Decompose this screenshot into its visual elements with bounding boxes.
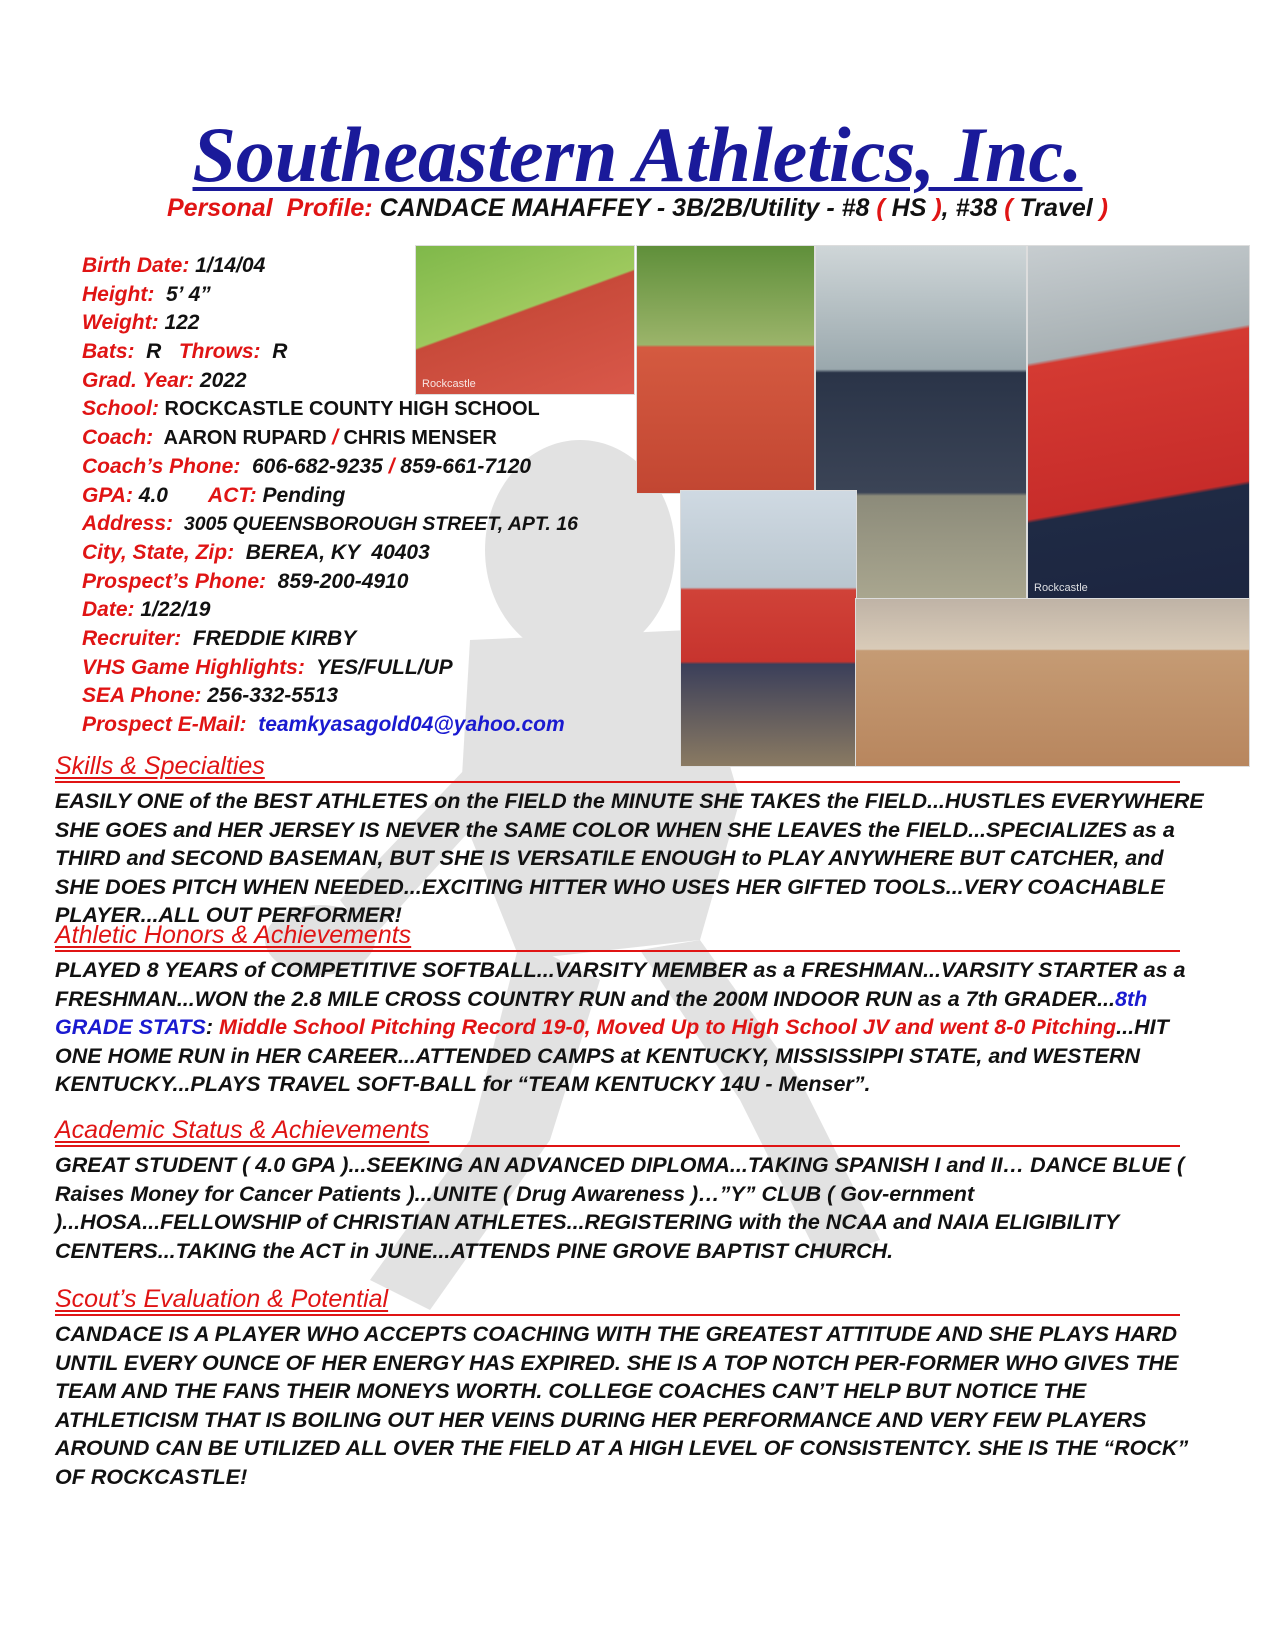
fact-value: 1/14/04	[189, 254, 266, 277]
fact-address	[82, 510, 722, 539]
fact-gpa-act	[82, 482, 722, 511]
fact-label: Birth Date:	[82, 254, 190, 277]
fact-label: Coach’s Phone:	[82, 454, 241, 478]
fact-recruiter	[82, 625, 722, 654]
fact-coach	[82, 424, 722, 453]
fact-value: 3005 QUEENSBOROUGH STREET, APT. 16	[173, 513, 578, 536]
section-divider	[55, 950, 1180, 952]
fact-value: 2022	[194, 368, 247, 392]
fact-value: 859-200-4910	[266, 569, 409, 593]
athletic-text: PLAYED 8 YEARS of COMPETITIVE SOFTBALL...VARSITY MEMBER as a FRESHMAN...VARSITY STARTER as a FRESHMAN...WON the 2.8 MILE CROSS COUNTRY RUN and the 200M INDOOR RUN as a 7th GRADER...	[55, 958, 1186, 1011]
fact-label: Throws:	[178, 340, 261, 364]
fact-coach-phone	[82, 453, 722, 482]
hs-label: HS	[884, 194, 934, 222]
section-body-academic: GREAT STUDENT ( 4.0 GPA )...SEEKING AN ADVANCED DIPLOMA...TAKING SPANISH I and II… DANCE BLUE ( Raises Money for Cancer Patients )...UNITE ( Drug Awareness )…”Y” CLUB ( Gov-ernment )...HOSA...FELLOWSHIP of CHRISTIAN ATHLETES...REGISTERING with the NCAA and NAIA ELIGIBILITY CENTERS...TAKING the ACT in JUNE...ATTENDS PINE GROVE BAPTIST CHURCH.	[55, 1153, 1185, 1263]
fact-weight	[82, 309, 722, 338]
separator: /	[388, 454, 395, 478]
fact-label: GPA:	[82, 483, 133, 507]
travel-number: , #38	[941, 194, 1005, 222]
fact-value: Pending	[256, 483, 346, 507]
photo-player-with-bat	[1027, 245, 1250, 599]
fact-value: 606-682-9235	[240, 454, 389, 478]
fact-value: CHRIS MENSER	[337, 427, 497, 450]
fact-label: Prospect E-Mail:	[82, 713, 247, 736]
page-title: Southeastern Athletics, Inc.	[192, 111, 1083, 198]
fact-date	[82, 596, 722, 625]
profile-name: CANDACE MAHAFFEY - 3B/2B/Utility - #8	[372, 194, 877, 222]
email-link[interactable]: teamkyasagold04@yahoo.com	[246, 713, 565, 736]
fact-prospect-phone	[82, 568, 722, 597]
paren: )	[1099, 194, 1108, 222]
section-divider	[55, 1314, 1180, 1316]
section-body-scout: CANDACE IS A PLAYER WHO ACCEPTS COACHING WITH THE GREATEST ATTITUDE AND SHE PLAYS HARD UNTIL EVERY OUNCE OF HER ENERGY HAS EXPIRED. SHE IS A TOP NOTCH PER-FORMER WHO GIVES THE TEAM AND THE FANS THEIR MONEYS WORTH. COLLEGE COACHES CAN’T HELP BUT NOTICE THE ATHLETICISM THAT IS BOILING OUT HER VEINS DURING HER PERFORMANCE AND VERY FEW PLAYERS AROUND CAN BE UTILIZED ALL OVER THE FIELD AT A HIGH LEVEL OF CONSISTENTCY. SHE IS THE “ROCK” OF ROCKCASTLE!	[55, 1322, 1189, 1489]
fact-prospect-email	[82, 711, 722, 740]
fact-label: Height:	[82, 282, 155, 306]
fact-bats-throws	[82, 338, 722, 367]
jersey-text: Rockcastle	[422, 378, 476, 390]
fact-value: 1/22/19	[134, 598, 211, 622]
section-heading-academic: Academic Status & Achievements	[55, 1116, 430, 1144]
fact-city-state-zip	[82, 539, 722, 568]
section-body-athletic	[55, 956, 1205, 1099]
colon: :	[205, 1015, 220, 1039]
separator: /	[332, 426, 338, 450]
fact-label: Date:	[82, 598, 135, 622]
jersey-text: Rockcastle	[1034, 582, 1088, 594]
photo-player-sliding	[855, 598, 1250, 767]
profile-facts	[82, 252, 722, 740]
paren: (	[1004, 194, 1013, 222]
section-body-skills: EASILY ONE of the BEST ATHLETES on the FIELD the MINUTE SHE TAKES the FIELD...HUSTLES EVERYWHERE SHE GOES and HER JERSEY IS NEVER the SAME COLOR WHEN SHE LEAVES the FIELD...SPECIALIZES as a THIRD and SECOND BASEMAN, BUT SHE IS VERSATILE ENOUGH to PLAY ANYWHERE BUT CATCHER, and SHE DOES PITCH WHEN NEEDED...EXCITING HITTER WHO USES HER GIFTED TOOLS...VERY COACHABLE PLAYER...ALL OUT PERFORMER!	[55, 789, 1204, 927]
fact-value: 122	[158, 311, 200, 335]
section-heading-skills: Skills & Specialties	[55, 752, 265, 780]
fact-label: SEA Phone:	[82, 684, 202, 708]
fact-grad-year	[82, 367, 722, 396]
fact-height	[82, 281, 722, 310]
fact-value: R	[134, 340, 179, 364]
fact-sea-phone	[82, 682, 722, 711]
paren: (	[876, 194, 885, 222]
fact-label: VHS Game Highlights:	[82, 655, 305, 679]
fact-value: YES/FULL/UP	[304, 655, 453, 679]
fact-label: Recruiter:	[82, 626, 182, 650]
fact-label: School:	[82, 397, 159, 421]
fact-value: 859-661-7120	[394, 454, 532, 478]
fact-value: BEREA, KY 40403	[234, 540, 430, 564]
stats-label: 8th GRADE STATS	[55, 986, 1148, 1039]
fact-value: 4.0	[132, 483, 209, 507]
fact-label: Grad. Year:	[82, 368, 195, 392]
fact-label: Weight:	[82, 311, 159, 335]
section-divider	[55, 1145, 1180, 1147]
fact-value: FREDDIE KIRBY	[181, 626, 357, 650]
athletic-text: ...HIT ONE HOME RUN in HER CAREER...ATTENDED CAMPS at KENTUCKY, MISSISSIPPI STATE, and WESTERN KENTUCKY...PLAYS TRAVEL SOFT-BALL for “TEAM KENTUCKY 14U - Menser”.	[55, 1015, 1169, 1096]
travel-label: Travel	[1012, 194, 1100, 222]
fact-label: City, State, Zip:	[82, 540, 235, 564]
section-divider	[55, 781, 1180, 783]
fact-value: AARON RUPARD	[153, 427, 333, 450]
section-heading-scout: Scout’s Evaluation & Potential	[55, 1285, 389, 1313]
fact-value: 5’ 4”	[154, 282, 211, 306]
fact-vhs-highlights	[82, 654, 722, 683]
stats-text: Middle School Pitching Record 19-0, Moved Up to High School JV and went 8-0 Pitching	[219, 1015, 1117, 1039]
paren: )	[933, 194, 942, 222]
fact-school	[82, 395, 722, 424]
fact-label: Prospect’s Phone:	[82, 569, 266, 593]
fact-label: Address:	[82, 512, 174, 536]
fact-value: 256-332-5513	[201, 684, 339, 708]
profile-label: Personal Profile:	[167, 194, 373, 222]
fact-value: ROCKCASTLE COUNTY HIGH SCHOOL	[159, 398, 540, 421]
section-heading-athletic: Athletic Honors & Achievements	[55, 921, 412, 949]
fact-label: Bats:	[82, 340, 135, 364]
fact-label: ACT:	[208, 483, 257, 507]
personal-profile-line	[0, 194, 1275, 223]
fact-birth-date	[82, 252, 722, 281]
fact-value: R	[260, 340, 288, 364]
fact-label: Coach:	[82, 426, 154, 450]
